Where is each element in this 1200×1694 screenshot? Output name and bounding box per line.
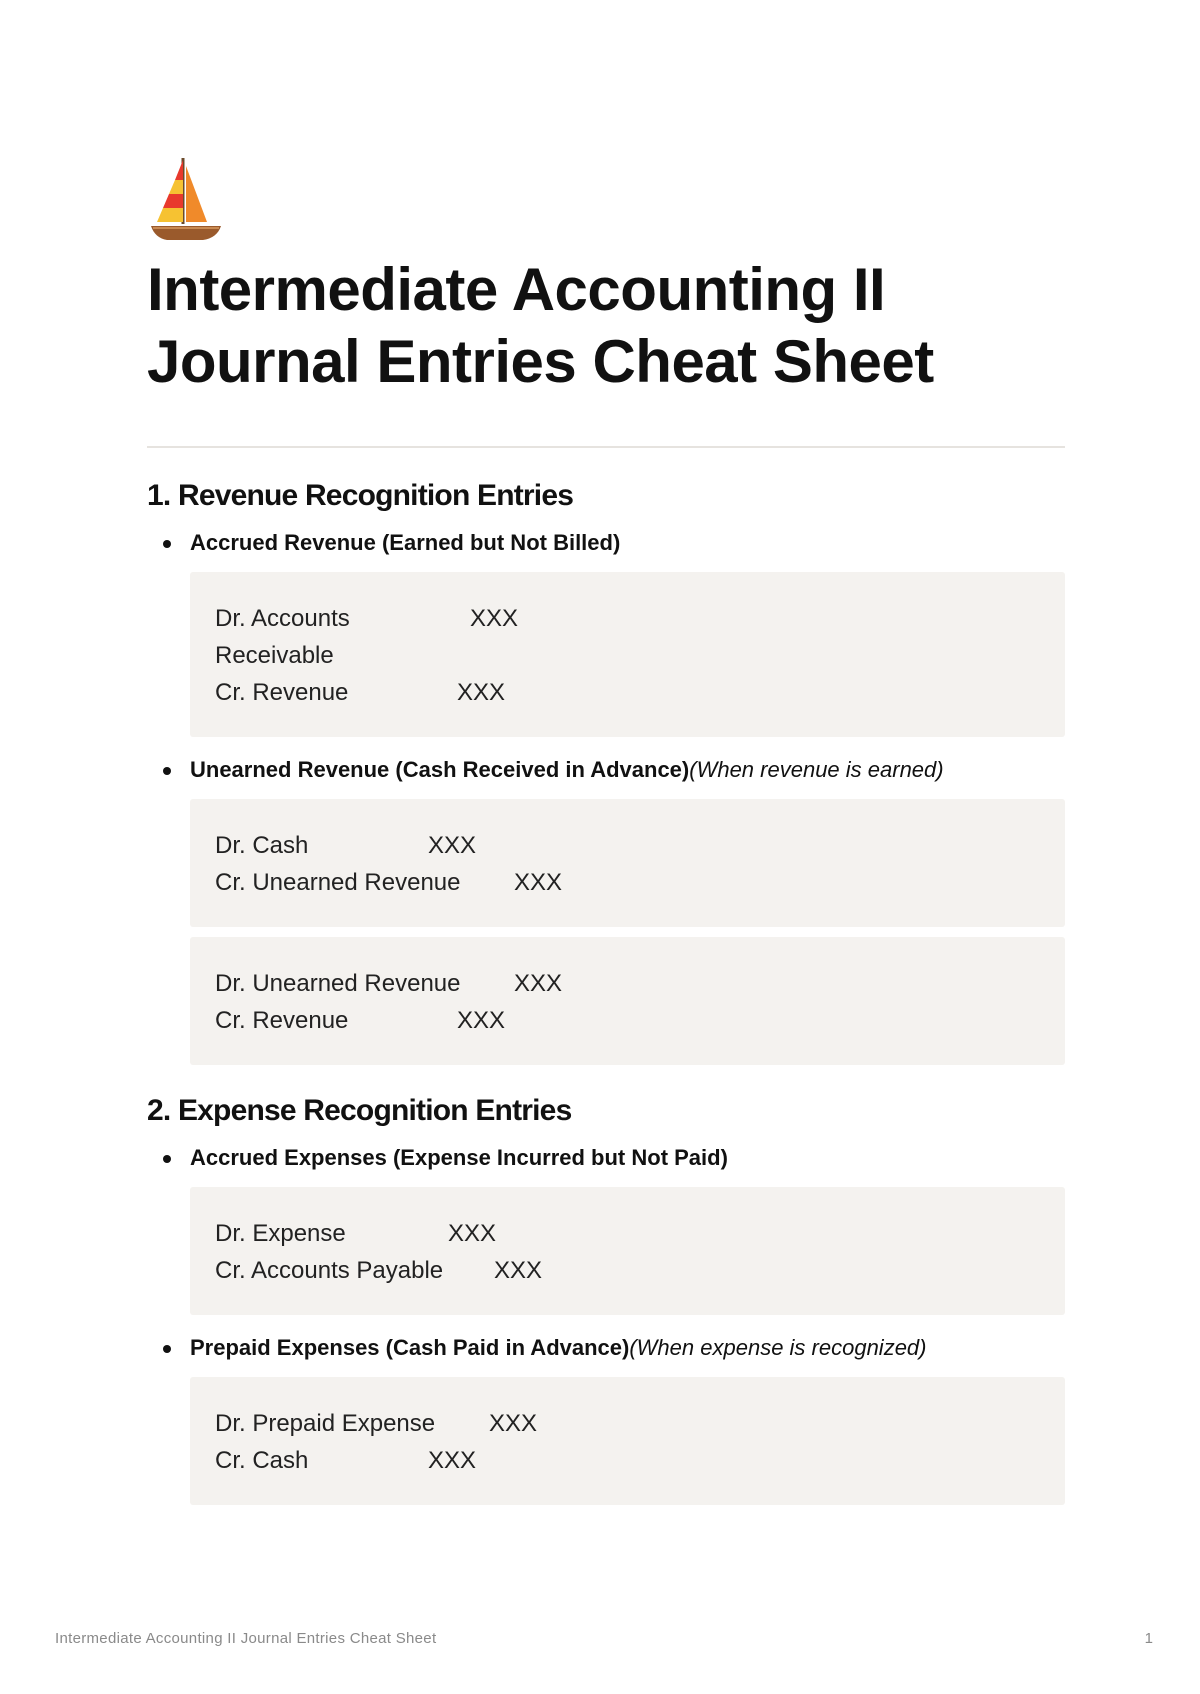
entry-account: Cr. Cash xyxy=(215,1447,309,1474)
entry-line-debit xyxy=(215,600,1040,674)
entry-account: Cr. Revenue xyxy=(215,679,349,706)
title-divider xyxy=(147,446,1065,448)
entry-amount: XXX xyxy=(457,679,506,706)
entry-line-credit xyxy=(215,674,1040,711)
list-item-unearned-revenue xyxy=(147,755,1065,785)
footer-document-title: Intermediate Accounting II Journal Entries Cheat Sheet xyxy=(55,1630,437,1647)
entry-account: Cr. Unearned Revenue xyxy=(215,869,461,896)
entry-line-debit xyxy=(215,965,1040,1002)
item-label: Accrued Expenses (Expense Incurred but Not Paid) xyxy=(190,1145,728,1170)
document-title xyxy=(147,254,1065,398)
entry-line-debit xyxy=(215,1405,1040,1442)
entry-line-debit xyxy=(215,827,1040,864)
sailboat-icon xyxy=(147,156,225,244)
item-note: (When revenue is earned) xyxy=(689,757,944,782)
item-note: (When expense is recognized) xyxy=(629,1335,927,1360)
entry-amount: XXX xyxy=(457,1007,506,1034)
title-line-2: Journal Entries Cheat Sheet xyxy=(147,328,934,395)
entry-amount: XXX xyxy=(489,1410,538,1437)
item-label: Unearned Revenue (Cash Received in Advance) xyxy=(190,757,690,782)
journal-entry-block xyxy=(190,572,1065,737)
entry-amount: XXX xyxy=(470,605,519,632)
entry-amount: XXX xyxy=(428,1447,477,1474)
list-item-accrued-revenue xyxy=(147,528,1065,558)
journal-entry-block xyxy=(190,1377,1065,1505)
journal-entry-block xyxy=(190,937,1065,1065)
entry-amount: XXX xyxy=(514,970,563,997)
entry-line-debit xyxy=(215,1215,1040,1252)
document-page xyxy=(147,156,1065,1523)
entry-account: Cr. Revenue xyxy=(215,1007,349,1034)
entry-amount: XXX xyxy=(494,1257,543,1284)
entry-amount: XXX xyxy=(514,869,563,896)
entry-amount: XXX xyxy=(448,1220,497,1247)
entry-account: Dr. Accounts Receivable xyxy=(215,605,350,669)
title-line-1: Intermediate Accounting II xyxy=(147,256,886,323)
list-item-prepaid-expenses xyxy=(147,1333,1065,1363)
entry-line-credit xyxy=(215,864,1040,901)
entry-account: Cr. Accounts Payable xyxy=(215,1257,444,1284)
item-label: Prepaid Expenses (Cash Paid in Advance) xyxy=(190,1335,630,1360)
footer-page-number: 1 xyxy=(1144,1630,1153,1647)
journal-entry-block xyxy=(190,1187,1065,1315)
journal-entry-block xyxy=(190,799,1065,927)
entry-line-credit xyxy=(215,1002,1040,1039)
entry-account: Dr. Cash xyxy=(215,832,309,859)
entry-line-credit xyxy=(215,1442,1040,1479)
entry-account: Dr. Prepaid Expense xyxy=(215,1410,436,1437)
entry-line-credit xyxy=(215,1252,1040,1289)
section-heading-revenue: 1. Revenue Recognition Entries xyxy=(147,479,574,512)
item-label: Accrued Revenue (Earned but Not Billed) xyxy=(190,530,621,555)
entry-account: Dr. Expense xyxy=(215,1220,346,1247)
entry-account: Dr. Unearned Revenue xyxy=(215,970,461,997)
entry-amount: XXX xyxy=(428,832,477,859)
list-item-accrued-expenses xyxy=(147,1143,1065,1173)
section-heading-expense: 2. Expense Recognition Entries xyxy=(147,1094,572,1127)
